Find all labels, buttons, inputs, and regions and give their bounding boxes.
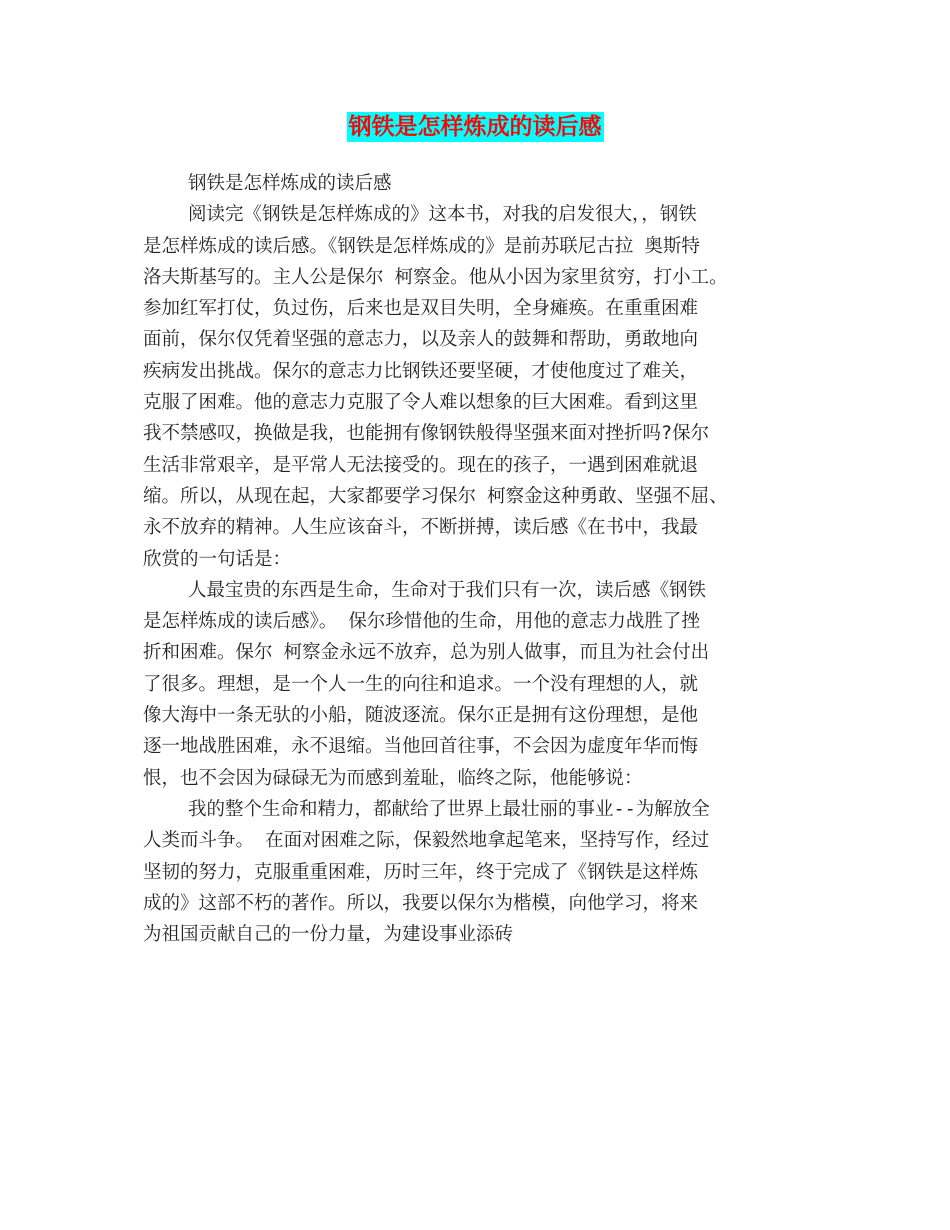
body-line: 我的整个生命和精力，都献给了世界上最壮丽的事业--为解放全 <box>188 798 710 820</box>
body-line: 像大海中一条无驮的小船，随波逐流。保尔正是拥有这份理想，是他 <box>143 705 699 727</box>
body-line: 面前，保尔仅凭着坚强的意志力，以及亲人的鼓舞和帮助，勇敢地向 <box>143 329 699 351</box>
body-line: 我不禁感叹，换做是我，也能拥有像钢铁般得坚强来面对挫折吗?保尔 <box>143 423 710 445</box>
body-line: 参加红军打仗，负过伤，后来也是双目失明，全身瘫痪。在重重困难 <box>143 298 699 320</box>
body-line: 生活非常艰辛，是平常人无法接受的。现在的孩子，一遇到困难就退 <box>143 454 699 476</box>
body-line: 逐一地战胜困难，永不退缩。当他回首往事，不会因为虚度年华而悔 <box>143 736 699 758</box>
body-line: 人最宝贵的东西是生命，生命对于我们只有一次，读后感《钢铁 <box>188 579 707 601</box>
document-body <box>143 168 823 950</box>
body-line: 洛夫斯基写的。主人公是保尔 柯察金。他从小因为家里贫穷，打小工。 <box>143 266 728 288</box>
body-line: 是怎样炼成的读后感》。 保尔珍惜他的生命，用他的意志力战胜了挫 <box>143 611 700 633</box>
body-line: 克服了困难。他的意志力克服了令人难以想象的巨大困难。看到这里 <box>143 392 699 414</box>
body-line: 永不放弃的精神。人生应该奋斗，不断拼搏，读后感《在书中，我最 <box>143 517 699 539</box>
body-line: 是怎样炼成的读后感。《钢铁是怎样炼成的》是前苏联尼古拉 奥斯特 <box>143 235 700 257</box>
body-line: 缩。所以，从现在起，大家都要学习保尔 柯察金这种勇敢、坚强不屈、 <box>143 485 728 507</box>
body-line: 疾病发出挑战。保尔的意志力比钢铁还要坚硬，才使他度过了难关， <box>143 360 699 382</box>
body-line: 了很多。理想，是一个人一生的向往和追求。一个没有理想的人，就 <box>143 673 699 695</box>
document-title: 钢铁是怎样炼成的读后感 <box>348 113 602 140</box>
body-line: 人类而斗争。 在面对困难之际，保毅然地拿起笔来，坚持写作，经过 <box>143 830 710 852</box>
body-line: 钢铁是怎样炼成的读后感 <box>188 173 392 194</box>
body-line: 折和困难。保尔 柯察金永远不放弃，总为别人做事，而且为社会付出 <box>143 642 710 664</box>
title-container <box>0 112 950 142</box>
body-line: 坚韧的努力，克服重重困难，历时三年，终于完成了《钢铁是这样炼 <box>143 861 699 883</box>
body-line: 阅读完《钢铁是怎样炼成的》这本书，对我的启发很大，，钢铁 <box>188 204 697 226</box>
body-line: 为祖国贡献自己的一份力量，为建设事业添砖 <box>143 924 514 946</box>
body-line: 成的》这部不朽的著作。所以，我要以保尔为楷模，向他学习，将来 <box>143 892 699 914</box>
body-line: 恨，也不会因为碌碌无为而感到羞耻，临终之际，他能够说： <box>143 767 643 789</box>
body-line: 欣赏的一句话是： <box>143 548 292 570</box>
